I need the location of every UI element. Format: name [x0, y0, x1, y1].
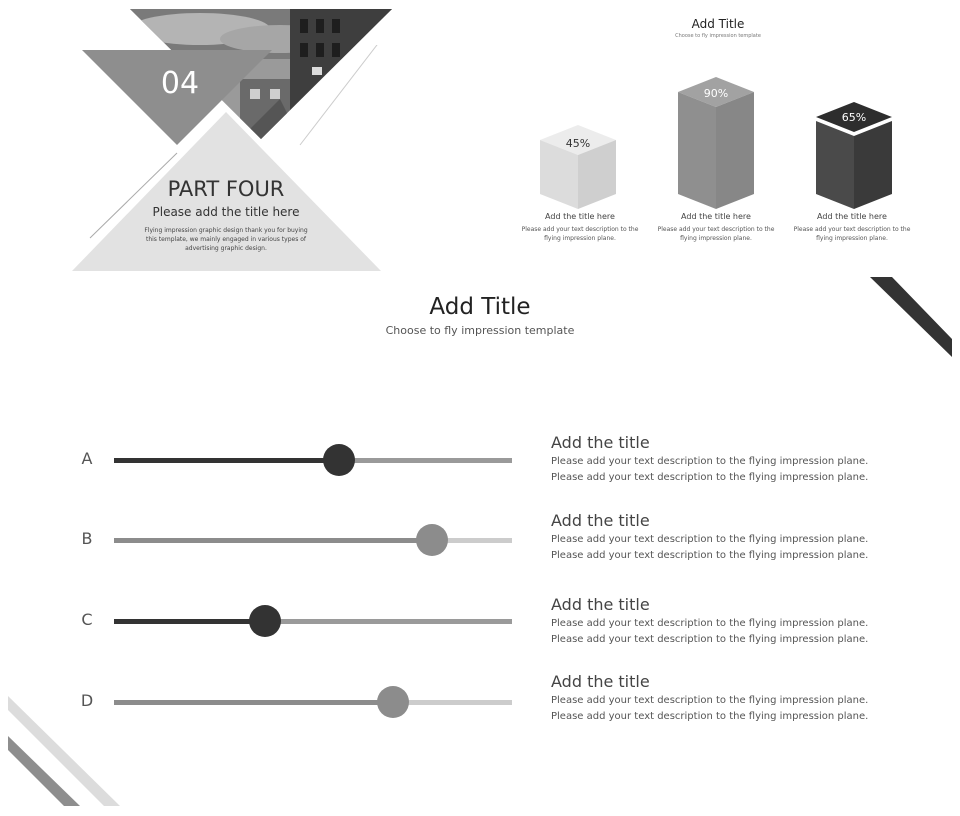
slider-knob	[249, 605, 281, 637]
cube-description: Please add your text description to the flying impression plane.	[657, 226, 775, 242]
slider-track	[114, 538, 512, 543]
cube-percent: 65%	[841, 111, 867, 124]
cube-description: Please add your text description to the flying impression plane.	[793, 226, 911, 242]
corner-stripe-top-right	[870, 277, 960, 359]
slide-title: Add Title	[429, 294, 531, 320]
stats-subtitle: Choose to fly impression template	[675, 33, 761, 39]
item-title: Add the title	[551, 511, 650, 530]
slider-remainder	[339, 458, 512, 463]
item-title: Add the title	[551, 672, 650, 691]
row-letter: D	[80, 691, 94, 710]
item-description: Please add your text description to the flying impression plane. Please add your text description to the flying impression plane.	[551, 695, 869, 722]
slide-subtitle: Choose to fly impression template	[385, 324, 575, 337]
slider-remainder	[393, 700, 512, 705]
item-title: Add the title	[551, 595, 650, 614]
cube-label: Add the title here	[681, 212, 751, 221]
slider-track	[114, 458, 512, 463]
slider-knob	[377, 686, 409, 718]
cube-label: Add the title here	[817, 212, 887, 221]
section-number: 04	[160, 66, 200, 101]
corner-stripes-bottom-left	[0, 690, 130, 816]
item-title: Add the title	[551, 433, 650, 452]
slider-knob	[323, 444, 355, 476]
item-description: Please add your text description to the flying impression plane. Please add your text description to the flying impression plane.	[551, 618, 869, 645]
slider-remainder	[265, 619, 512, 624]
slider-track	[114, 700, 512, 705]
cube-label: Add the title here	[545, 212, 615, 221]
part-description: Flying impression graphic design thank you for buying this template, we mainly engaged in various types of advertising graphic design.	[144, 227, 308, 252]
stats-title: Add Title	[691, 17, 745, 31]
cube-percent: 90%	[703, 87, 729, 100]
slider-fill	[114, 538, 432, 543]
slider-knob	[416, 524, 448, 556]
part-subtitle: Please add the title here	[152, 205, 300, 219]
row-letter: C	[81, 610, 93, 629]
cube-description: Please add your text description to the flying impression plane.	[521, 226, 639, 242]
cube-percent: 45%	[565, 137, 591, 150]
item-description: Please add your text description to the flying impression plane. Please add your text description to the flying impression plane.	[551, 534, 869, 561]
photo-edge-line	[300, 45, 390, 145]
row-letter: A	[81, 449, 93, 468]
slider-fill	[114, 458, 339, 463]
slider-fill	[114, 700, 393, 705]
slider-fill	[114, 619, 265, 624]
item-description: Please add your text description to the flying impression plane. Please add your text description to the flying impression plane.	[551, 456, 869, 483]
part-title: PART FOUR	[167, 177, 285, 201]
slider-track	[114, 619, 512, 624]
row-letter: B	[81, 529, 93, 548]
